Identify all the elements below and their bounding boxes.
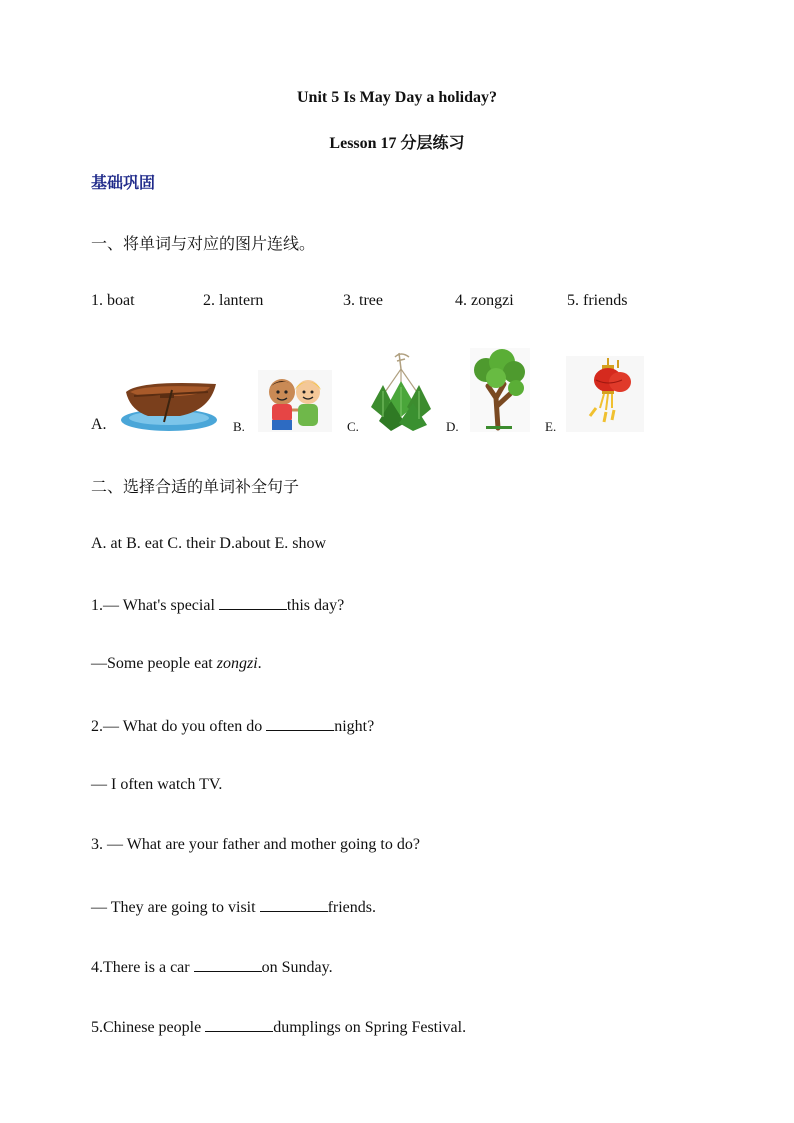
q2-item-5: [91, 1017, 466, 1037]
option-c-label: C.: [347, 419, 359, 434]
q2-item-4-tail: on Sunday.: [261, 959, 333, 976]
word-tree: 3. tree: [343, 292, 383, 309]
children-icon: [258, 370, 332, 432]
tree-icon: [470, 348, 530, 432]
page-subtitle: Lesson 17 分层练习: [329, 135, 465, 152]
zongzi-word: zongzi: [216, 655, 258, 672]
q2-item-2: [91, 716, 374, 736]
answer-line-tail: .: [257, 655, 262, 672]
q2-item-3-tail: friends.: [327, 899, 377, 916]
q2-item-3-answer: [91, 897, 376, 917]
section-heading: 基础巩固: [91, 173, 156, 192]
answer-blank-3[interactable]: [260, 897, 328, 912]
q2-item-5-text: 5.Chinese people: [91, 1019, 206, 1036]
option-e-label: E.: [545, 419, 557, 434]
word-lantern: 2. lantern: [203, 292, 264, 309]
word-zongzi: 4. zongzi: [455, 292, 514, 309]
q2-item-1: [91, 595, 344, 615]
q2-item-1-answer: [91, 655, 262, 673]
q2-instruction: 二、选择合适的单词补全句子: [91, 477, 300, 496]
q2-item-5-tail: dumplings on Spring Festival.: [273, 1019, 467, 1036]
q2-item-3-text: — They are going to visit: [91, 899, 260, 916]
option-b-label: B.: [233, 419, 245, 434]
zongzi-icon: [369, 351, 433, 432]
word-boat: 1. boat: [91, 292, 135, 309]
q2-item-4: [91, 957, 333, 977]
page-title: Unit 5 Is May Day a holiday?: [296, 89, 498, 106]
answer-blank-1[interactable]: [219, 595, 287, 610]
q2-item-4-text: 4.There is a car: [91, 959, 194, 976]
word-friends: 5. friends: [567, 292, 628, 309]
word-list: [0, 292, 794, 312]
answer-blank-4[interactable]: [194, 957, 262, 972]
option-a-label: A.: [91, 416, 107, 433]
q1-instruction: 一、将单词与对应的图片连线。: [91, 234, 316, 253]
answer-blank-2[interactable]: [266, 716, 334, 731]
answer-blank-5[interactable]: [205, 1017, 273, 1032]
q2-item-1-tail: this day?: [286, 597, 345, 614]
q2-item-2-tail: night?: [334, 718, 375, 735]
q2-item-3: 3. — What are your father and mother going to do?: [91, 836, 420, 853]
boat-icon: [120, 370, 218, 432]
q2-item-2-answer: — I often watch TV.: [91, 776, 223, 793]
lantern-icon: [566, 356, 644, 432]
answer-line-text: —Some people eat: [91, 655, 217, 672]
q2-item-2-text: 2.— What do you often do: [91, 718, 267, 735]
q2-item-1-text: 1.— What's special: [91, 597, 219, 614]
choice-bank: A. at B. eat C. their D.about E. show: [91, 535, 327, 552]
option-d-label: D.: [446, 419, 459, 434]
